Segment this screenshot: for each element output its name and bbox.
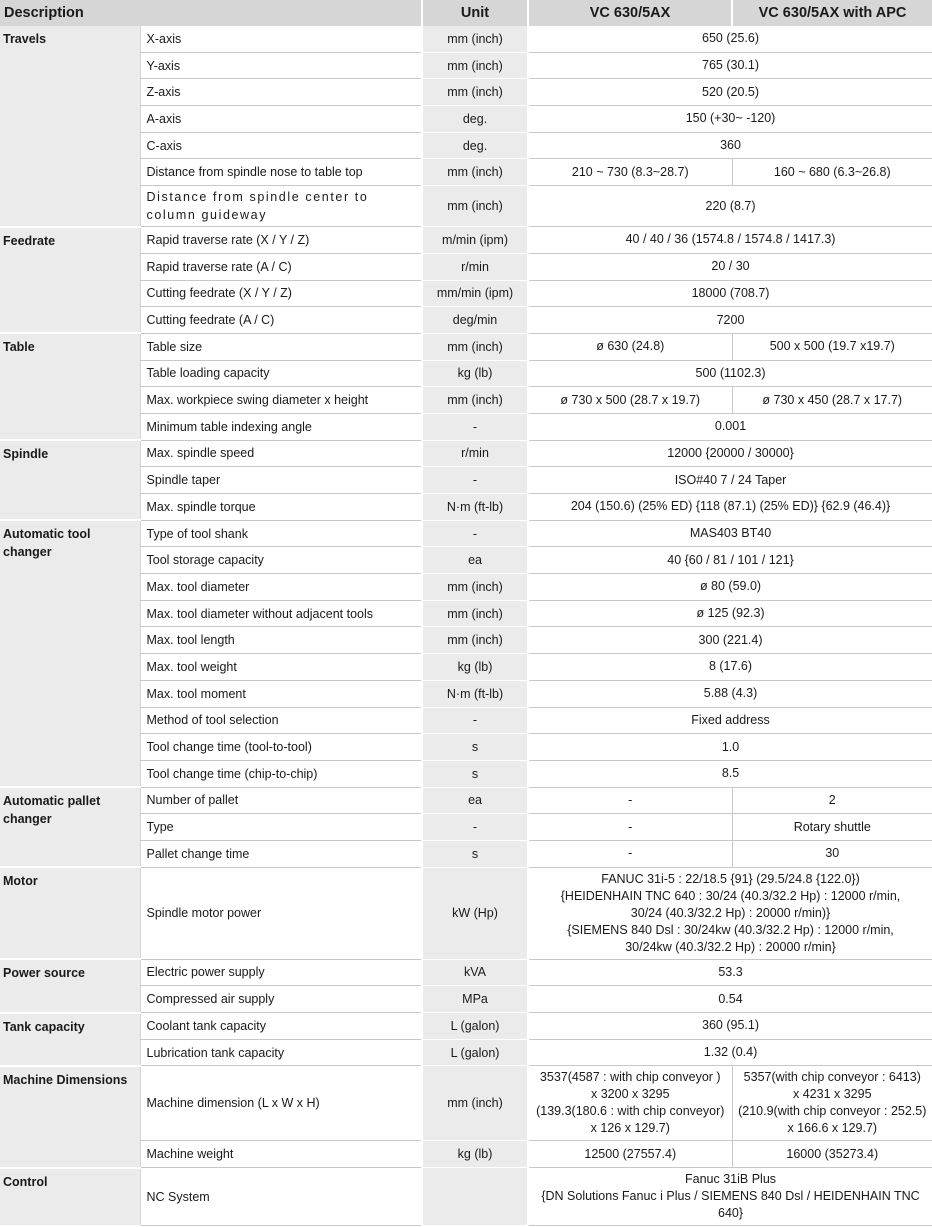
- model-b-value: [732, 1066, 932, 1141]
- shared-value: 5.88 (4.3): [528, 680, 932, 707]
- item-label: Distance from spindle nose to table top: [140, 159, 422, 186]
- spec-row: [0, 760, 932, 787]
- unit-value: mm (inch): [422, 387, 528, 414]
- item-label: Coolant tank capacity: [140, 1013, 422, 1040]
- item-label: Spindle taper: [140, 467, 422, 494]
- unit-value: mm (inch): [422, 627, 528, 654]
- header-model-b: VC 630/5AX with APC: [732, 0, 932, 26]
- item-label: X-axis: [140, 26, 422, 52]
- value-line: x 4231 x 3295: [792, 1087, 872, 1102]
- value-line: {HEIDENHAIN TNC 640 : 30/24 (40.3/32.2 Hp) : 12000 r/min,: [560, 888, 901, 903]
- model-a-value: -: [528, 840, 732, 867]
- model-a-value: [528, 1066, 732, 1141]
- shared-value: 53.3: [528, 959, 932, 986]
- shared-value: 500 (1102.3): [528, 360, 932, 387]
- item-label: Pallet change time: [140, 840, 422, 867]
- category-automatic-tool-changer: [0, 520, 140, 787]
- model-a-value: 12500 (27557.4): [528, 1141, 732, 1168]
- model-a-value: -: [528, 814, 732, 841]
- spec-row: [0, 52, 932, 79]
- spec-row: [0, 132, 932, 159]
- unit-value: deg.: [422, 106, 528, 133]
- shared-value: 300 (221.4): [528, 627, 932, 654]
- unit-value: -: [422, 814, 528, 841]
- value-line: x 126 x 129.7): [590, 1121, 670, 1136]
- model-a-value: 210 ~ 730 (8.3~28.7): [528, 159, 732, 186]
- spec-row: [0, 79, 932, 106]
- item-label: Y-axis: [140, 52, 422, 79]
- spec-body: [0, 26, 932, 1226]
- model-a-value: ø 630 (24.8): [528, 333, 732, 360]
- item-label: Max. tool diameter: [140, 574, 422, 601]
- unit-value: mm (inch): [422, 186, 528, 227]
- spec-row: [0, 520, 932, 547]
- unit-value: -: [422, 467, 528, 494]
- spec-row: [0, 680, 932, 707]
- value-line: 3537(4587 : with chip conveyor ): [539, 1070, 721, 1085]
- category-table: Table: [0, 333, 140, 440]
- value-line: (139.3(180.6 : with chip conveyor): [536, 1104, 725, 1119]
- item-label: Method of tool selection: [140, 707, 422, 734]
- spec-row: [0, 307, 932, 334]
- shared-value: 360 (95.1): [528, 1013, 932, 1040]
- unit-value: kW (Hp): [422, 867, 528, 959]
- item-label: Type: [140, 814, 422, 841]
- unit-value: mm/min (ipm): [422, 280, 528, 307]
- category-label: Automatic tool changer: [3, 527, 91, 560]
- shared-value: 40 {60 / 81 / 101 / 121}: [528, 547, 932, 574]
- item-label: Electric power supply: [140, 959, 422, 986]
- unit-value: mm (inch): [422, 574, 528, 601]
- spec-row: [0, 186, 932, 227]
- shared-value: ISO#40 7 / 24 Taper: [528, 467, 932, 494]
- model-a-value: ø 730 x 500 (28.7 x 19.7): [528, 387, 732, 414]
- shared-value: 1.0: [528, 734, 932, 761]
- category-travels: Travels: [0, 26, 140, 227]
- unit-value: m/min (ipm): [422, 227, 528, 254]
- value-line: FANUC 31i-5 : 22/18.5 {91} (29.5/24.8 {122.0}): [601, 871, 860, 886]
- unit-value: s: [422, 734, 528, 761]
- shared-value: 204 (150.6) (25% ED) {118 (87.1) (25% ED)} {62.9 (46.4)}: [528, 494, 932, 521]
- value-line: x 3200 x 3295: [590, 1087, 670, 1102]
- shared-value: 0.001: [528, 413, 932, 440]
- value-line: {SIEMENS 840 Dsl : 30/24kw (40.3/32.2 Hp) : 12000 r/min,: [567, 922, 894, 937]
- shared-value: 40 / 40 / 36 (1574.8 / 1574.8 / 1417.3): [528, 227, 932, 254]
- item-label: Max. tool moment: [140, 680, 422, 707]
- category-tank-capacity: [0, 1013, 140, 1066]
- item-label: Distance from spindle center to column guideway: [140, 186, 422, 227]
- spec-row: [0, 814, 932, 841]
- unit-value: kg (lb): [422, 360, 528, 387]
- category-motor: Motor: [0, 867, 140, 959]
- unit-value: s: [422, 760, 528, 787]
- item-label: Lubrication tank capacity: [140, 1039, 422, 1066]
- model-b-value: 500 x 500 (19.7 x19.7): [732, 333, 932, 360]
- item-label: NC System: [140, 1168, 422, 1226]
- shared-value: MAS403 BT40: [528, 520, 932, 547]
- spec-row: [0, 1013, 932, 1040]
- item-label: Tool change time (tool-to-tool): [140, 734, 422, 761]
- item-label: Max. spindle speed: [140, 440, 422, 467]
- unit-value: kg (lb): [422, 654, 528, 681]
- spec-row: [0, 547, 932, 574]
- model-b-value: 30: [732, 840, 932, 867]
- category-automatic-pallet-changer: [0, 787, 140, 867]
- unit-value: L (galon): [422, 1013, 528, 1040]
- value-line: x 166.6 x 129.7): [787, 1121, 878, 1136]
- spec-row: [0, 494, 932, 521]
- unit-value: -: [422, 520, 528, 547]
- spec-row: [0, 867, 932, 959]
- header-unit: Unit: [422, 0, 528, 26]
- spec-row: [0, 707, 932, 734]
- item-label: Minimum table indexing angle: [140, 413, 422, 440]
- spec-row: [0, 574, 932, 601]
- item-label: C-axis: [140, 132, 422, 159]
- spec-row: [0, 959, 932, 986]
- spec-row: [0, 654, 932, 681]
- item-label: Rapid traverse rate (A / C): [140, 253, 422, 280]
- category-control: Control: [0, 1168, 140, 1226]
- category-label: Power source: [3, 966, 85, 981]
- unit-value: mm (inch): [422, 26, 528, 52]
- model-b-value: 16000 (35273.4): [732, 1141, 932, 1168]
- shared-value: 0.54: [528, 986, 932, 1013]
- spec-row: [0, 253, 932, 280]
- category-power-source: [0, 959, 140, 1012]
- shared-value: 8.5: [528, 760, 932, 787]
- unit-value: kg (lb): [422, 1141, 528, 1168]
- model-a-value: -: [528, 787, 732, 814]
- model-b-value: 2: [732, 787, 932, 814]
- unit-value: ea: [422, 547, 528, 574]
- item-label: Tool change time (chip-to-chip): [140, 760, 422, 787]
- unit-value: mm (inch): [422, 1066, 528, 1141]
- unit-value: kVA: [422, 959, 528, 986]
- unit-value: deg/min: [422, 307, 528, 334]
- spec-row: [0, 1066, 932, 1141]
- spec-row: [0, 1039, 932, 1066]
- unit-value: r/min: [422, 253, 528, 280]
- header-row: [0, 0, 932, 26]
- unit-value: -: [422, 413, 528, 440]
- item-label: Max. tool length: [140, 627, 422, 654]
- shared-value: 150 (+30~ -120): [528, 106, 932, 133]
- category-label: Automatic pallet changer: [3, 794, 101, 827]
- spec-row: [0, 159, 932, 186]
- item-label: Cutting feedrate (A / C): [140, 307, 422, 334]
- unit-value: mm (inch): [422, 79, 528, 106]
- item-label: Max. tool weight: [140, 654, 422, 681]
- header-model-a: VC 630/5AX: [528, 0, 732, 26]
- spec-row: [0, 360, 932, 387]
- spec-row: [0, 280, 932, 307]
- model-b-value: Rotary shuttle: [732, 814, 932, 841]
- value-line: 30/24kw (40.3/32.2 Hp) : 20000 r/min}: [625, 939, 836, 954]
- shared-value: 765 (30.1): [528, 52, 932, 79]
- shared-value: 360: [528, 132, 932, 159]
- shared-value: 220 (8.7): [528, 186, 932, 227]
- category-label: Tank capacity: [3, 1019, 85, 1034]
- spec-row: [0, 627, 932, 654]
- spec-row: [0, 734, 932, 761]
- unit-value: mm (inch): [422, 600, 528, 627]
- model-b-value: 160 ~ 680 (6.3~26.8): [732, 159, 932, 186]
- unit-value: mm (inch): [422, 159, 528, 186]
- item-label: Compressed air supply: [140, 986, 422, 1013]
- model-b-value: ø 730 x 450 (28.7 x 17.7): [732, 387, 932, 414]
- unit-value: deg.: [422, 132, 528, 159]
- value-line: (210.9(with chip conveyor : 252.5): [738, 1104, 927, 1119]
- shared-value: 12000 {20000 / 30000}: [528, 440, 932, 467]
- item-label: Machine dimension (L x W x H): [140, 1066, 422, 1141]
- unit-value: ea: [422, 787, 528, 814]
- unit-value: r/min: [422, 440, 528, 467]
- spec-row: [0, 986, 932, 1013]
- shared-value: 1.32 (0.4): [528, 1039, 932, 1066]
- category-machine-dimensions: Machine Dimensions: [0, 1066, 140, 1168]
- item-label: Tool storage capacity: [140, 547, 422, 574]
- unit-value: L (galon): [422, 1039, 528, 1066]
- unit-value: -: [422, 707, 528, 734]
- unit-value: s: [422, 840, 528, 867]
- shared-value: ø 80 (59.0): [528, 574, 932, 601]
- item-label: Z-axis: [140, 79, 422, 106]
- spec-row: [0, 1141, 932, 1168]
- spec-row: [0, 333, 932, 360]
- unit-value: N·m (ft-lb): [422, 494, 528, 521]
- unit-value: MPa: [422, 986, 528, 1013]
- shared-value: 20 / 30: [528, 253, 932, 280]
- item-label: Max. spindle torque: [140, 494, 422, 521]
- item-label: Max. tool diameter without adjacent tools: [140, 600, 422, 627]
- shared-value: [528, 867, 932, 959]
- category-spindle: Spindle: [0, 440, 140, 520]
- item-label: Machine weight: [140, 1141, 422, 1168]
- shared-value: Fixed address: [528, 707, 932, 734]
- spec-row: [0, 387, 932, 414]
- header-description: Description: [0, 0, 422, 26]
- item-label: Type of tool shank: [140, 520, 422, 547]
- spec-row: [0, 440, 932, 467]
- item-label: Table loading capacity: [140, 360, 422, 387]
- item-label: Max. workpiece swing diameter x height: [140, 387, 422, 414]
- item-label: Rapid traverse rate (X / Y / Z): [140, 227, 422, 254]
- spec-row: [0, 467, 932, 494]
- shared-value: [528, 1168, 932, 1226]
- item-label: Spindle motor power: [140, 867, 422, 959]
- shared-value: ø 125 (92.3): [528, 600, 932, 627]
- spec-row: [0, 1168, 932, 1226]
- item-label: A-axis: [140, 106, 422, 133]
- value-line: 30/24 (40.3/32.2 Hp) : 20000 r/min)}: [630, 905, 831, 920]
- value-line: 5357(with chip conveyor : 6413): [743, 1070, 921, 1085]
- shared-value: 520 (20.5): [528, 79, 932, 106]
- item-label: Cutting feedrate (X / Y / Z): [140, 280, 422, 307]
- shared-value: 18000 (708.7): [528, 280, 932, 307]
- spec-row: [0, 840, 932, 867]
- spec-row: [0, 106, 932, 133]
- spec-row: [0, 413, 932, 440]
- unit-value: [422, 1168, 528, 1226]
- value-line: Fanuc 31iB Plus: [685, 1172, 777, 1187]
- shared-value: 8 (17.6): [528, 654, 932, 681]
- unit-value: mm (inch): [422, 52, 528, 79]
- spec-row: [0, 26, 932, 52]
- item-label: Table size: [140, 333, 422, 360]
- unit-value: mm (inch): [422, 333, 528, 360]
- spec-row: [0, 600, 932, 627]
- shared-value: 650 (25.6): [528, 26, 932, 52]
- shared-value: 7200: [528, 307, 932, 334]
- spec-row: [0, 787, 932, 814]
- category-feedrate: Feedrate: [0, 227, 140, 334]
- item-label: Number of pallet: [140, 787, 422, 814]
- spec-row: [0, 227, 932, 254]
- unit-value: N·m (ft-lb): [422, 680, 528, 707]
- value-line: {DN Solutions Fanuc i Plus / SIEMENS 840 Dsl / HEIDENHAIN TNC 640}: [541, 1189, 920, 1221]
